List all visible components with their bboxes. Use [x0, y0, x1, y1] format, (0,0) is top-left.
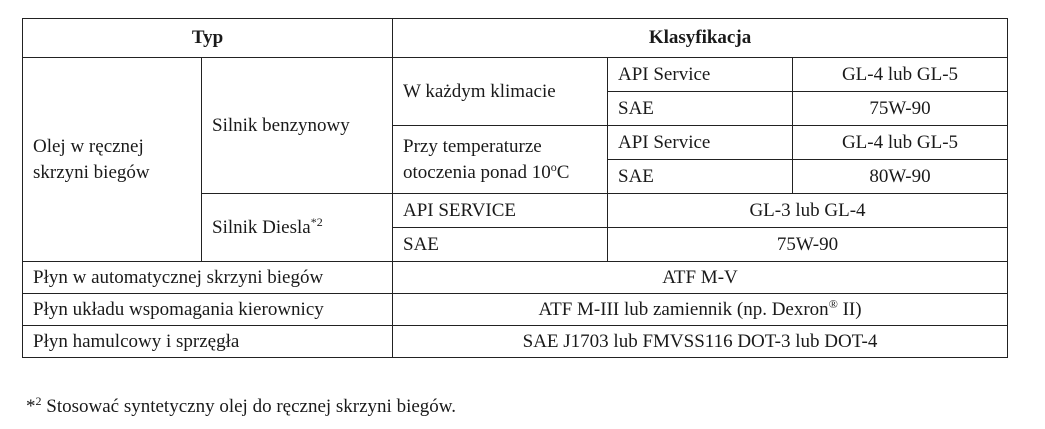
fluid-value-text: ATF M-III lub zamiennik (np. Dexron	[538, 298, 829, 320]
standard-cell: SAE	[608, 92, 793, 126]
celsius-unit: C	[556, 161, 570, 183]
fluid-value-suffix: II)	[837, 298, 862, 320]
header-klasyfikacja: Klasyfikacja	[393, 19, 1008, 58]
header-row	[23, 19, 1008, 58]
footnote-number: 2	[35, 394, 42, 408]
registered-mark: ®	[828, 296, 838, 311]
footnote-star: *	[26, 396, 36, 417]
fluid-value-cell: ATF M-V	[393, 262, 1008, 294]
all-climates-label: W każdym klimacie	[393, 58, 608, 126]
value-cell: GL-4 lub GL-5	[793, 126, 1008, 160]
table-row	[23, 326, 1008, 358]
manual-trans-label-line1: Olej w ręcznej	[33, 135, 144, 157]
header-typ: Typ	[23, 19, 393, 58]
above-10c-label-line2: otoczenia ponad 10	[403, 161, 551, 183]
fluid-value-cell: SAE J1703 lub FMVSS116 DOT-3 lub DOT-4	[393, 326, 1008, 358]
standard-cell: API SERVICE	[393, 194, 608, 228]
above-10c-label	[393, 126, 608, 194]
footnote-mark: *2	[310, 214, 323, 229]
lubricants-table	[22, 18, 1008, 358]
table-row	[23, 262, 1008, 294]
standard-cell: API Service	[608, 58, 793, 92]
standard-cell: SAE	[393, 228, 608, 262]
value-cell: GL-3 lub GL-4	[608, 194, 1008, 228]
fluid-type-cell: Płyn w automatycznej skrzyni biegów	[23, 262, 393, 294]
diesel-engine-label	[202, 194, 393, 262]
fluid-type-cell: Płyn układu wspomagania kierownicy	[23, 294, 393, 326]
diesel-label-text: Silnik Diesla	[212, 216, 311, 238]
lubricants-table-container	[22, 18, 1008, 358]
fluid-type-cell: Płyn hamulcowy i sprzęgła	[23, 326, 393, 358]
standard-cell: API Service	[608, 126, 793, 160]
petrol-engine-label: Silnik benzynowy	[202, 58, 393, 194]
degree-mark: o	[550, 159, 557, 174]
table-row	[23, 294, 1008, 326]
manual-trans-oil-label	[23, 58, 202, 262]
standard-cell: SAE	[608, 160, 793, 194]
above-10c-label-line1: Przy temperaturze	[403, 135, 542, 157]
value-cell: 75W-90	[608, 228, 1008, 262]
value-cell: GL-4 lub GL-5	[793, 58, 1008, 92]
value-cell: 80W-90	[793, 160, 1008, 194]
manual-trans-label-line2: skrzyni biegów	[33, 161, 150, 183]
footnote-text: Stosować syntetyczny olej do ręcznej skrzyni biegów.	[41, 396, 457, 417]
value-cell: 75W-90	[793, 92, 1008, 126]
table-row	[23, 58, 1008, 92]
footnote	[26, 396, 456, 418]
fluid-value-cell	[393, 294, 1008, 326]
